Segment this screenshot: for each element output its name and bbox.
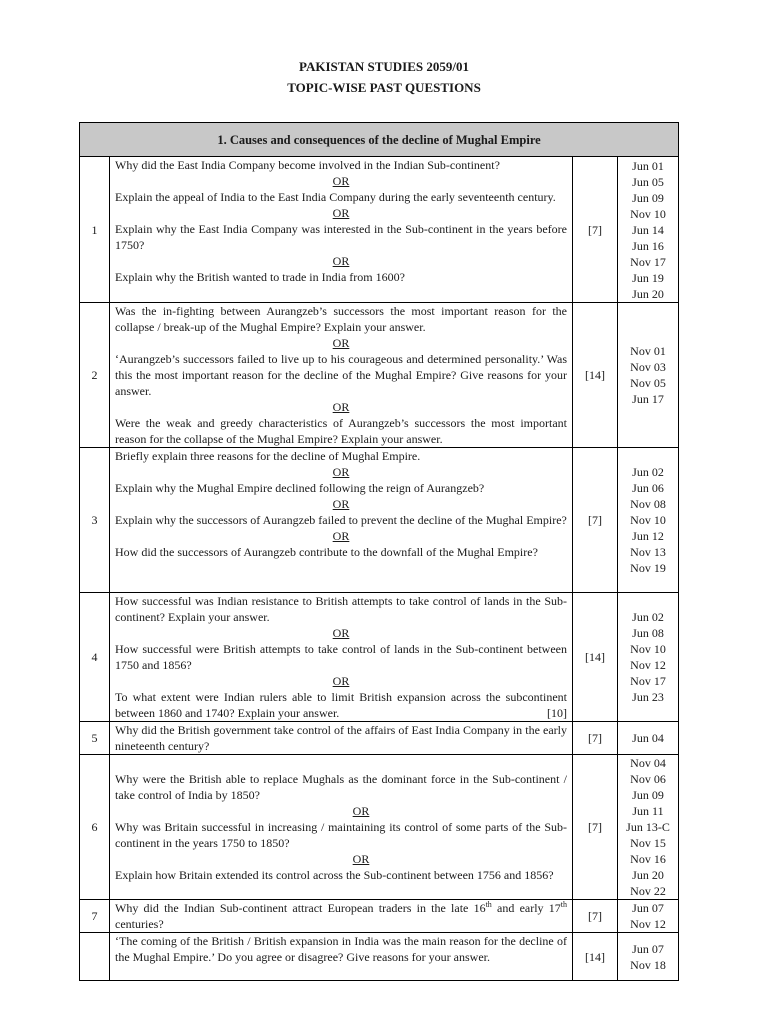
- question-number: 1: [80, 157, 110, 303]
- exam-date: Nov 10: [630, 206, 666, 221]
- exam-dates-cell: [618, 755, 679, 900]
- exam-date: Nov 17: [630, 674, 666, 688]
- exam-date: Jun 12: [632, 529, 664, 543]
- section-title: 1. Causes and consequences of the decline of Mughal Empire: [80, 123, 679, 157]
- exam-date: Jun 07: [632, 901, 664, 915]
- marks-cell: [14]: [573, 593, 618, 722]
- section-header-row: [80, 123, 679, 157]
- question-cell: [110, 303, 573, 448]
- exam-date: Jun 06: [632, 481, 664, 495]
- exam-date: Nov 17: [630, 254, 666, 269]
- exam-date: Nov 01: [630, 344, 666, 358]
- or-separator: OR: [332, 400, 350, 414]
- exam-date: Nov 12: [630, 658, 666, 672]
- exam-date: Jun 02: [632, 465, 664, 479]
- question-cell: [110, 157, 573, 303]
- or-separator: OR: [332, 206, 350, 220]
- question-cell: [110, 933, 573, 981]
- superscript: th: [485, 900, 492, 909]
- exam-date: Jun 01: [632, 158, 664, 173]
- exam-date: Jun 05: [632, 174, 664, 189]
- question-text: Explain how Britain extended its control across the Sub-continent between 1756 and 1856?: [115, 868, 554, 882]
- exam-dates-cell: [618, 303, 679, 448]
- question-text: Were the weak and greedy characteristics of Aurangzeb’s successors the most important reason for the collapse of the Mughal Empire? Explain your answer.: [115, 416, 567, 446]
- exam-dates-cell: [618, 448, 679, 593]
- or-separator: OR: [332, 465, 350, 479]
- exam-date: Jun 08: [632, 626, 664, 640]
- question-text: Why were the British able to replace Mughals as the dominant force in the Sub-continent / take control of India by 1850?: [115, 772, 567, 802]
- exam-date: Jun 17: [632, 392, 664, 406]
- exam-date: Jun 13-C: [626, 820, 670, 834]
- question-text: Why did the East India Company become involved in the Indian Sub-continent?: [115, 158, 500, 172]
- exam-date: Nov 06: [630, 772, 666, 786]
- or-separator: OR: [352, 852, 370, 866]
- exam-dates-cell: [618, 900, 679, 933]
- question-text-with-mark: [115, 689, 567, 721]
- exam-date: Jun 07: [632, 941, 664, 956]
- inline-marks: [10]: [547, 706, 567, 720]
- questions-table: [79, 122, 679, 981]
- table-row: [80, 303, 679, 448]
- exam-date: Jun 20: [632, 868, 664, 882]
- question-cell: [110, 593, 573, 722]
- marks-cell: [7]: [573, 755, 618, 900]
- exam-date: Jun 09: [632, 190, 664, 205]
- marks-cell: [14]: [573, 933, 618, 981]
- question-text: Why did the British government take control of the affairs of East India Company in the early nineteenth century?: [115, 723, 567, 753]
- exam-date: Jun 02: [632, 610, 664, 624]
- question-text: Explain why the East India Company was interested in the Sub-continent in the years before 1750?: [115, 222, 567, 252]
- exam-dates-cell: [618, 593, 679, 722]
- question-text-part: Why did the Indian Sub-continent attract European traders in the late 16: [115, 901, 486, 915]
- exam-date: Nov 22: [630, 884, 666, 898]
- question-cell: [110, 722, 573, 755]
- exam-date: Jun 11: [632, 804, 664, 818]
- exam-date: Jun 14: [632, 222, 664, 237]
- or-separator: OR: [332, 174, 350, 188]
- marks-cell: [7]: [573, 448, 618, 593]
- exam-date: Nov 19: [630, 561, 666, 575]
- exam-date: Jun 16: [632, 238, 664, 253]
- exam-date: Nov 10: [630, 642, 666, 656]
- question-number: 7: [80, 900, 110, 933]
- question-text: Why was Britain successful in increasing / maintaining its control of some parts of the Sub-continent in the years 1750 to 1850?: [115, 820, 567, 850]
- question-number: 3: [80, 448, 110, 593]
- question-text: How did the successors of Aurangzeb contribute to the downfall of the Mughal Empire?: [115, 545, 538, 559]
- exam-date: Nov 10: [630, 513, 666, 527]
- or-separator: OR: [332, 626, 350, 640]
- question-number: 4: [80, 593, 110, 722]
- exam-date: Jun 09: [632, 788, 664, 802]
- exam-date: Nov 16: [630, 852, 666, 866]
- exam-date: Nov 18: [630, 957, 666, 972]
- question-text: Briefly explain three reasons for the decline of Mughal Empire.: [115, 449, 421, 463]
- marks-cell: [7]: [573, 157, 618, 303]
- question-text-part: and early 17: [491, 901, 561, 915]
- exam-date: Nov 05: [630, 376, 666, 390]
- question-cell: [110, 900, 573, 933]
- question-number: [80, 933, 110, 981]
- exam-date: Jun 20: [632, 286, 664, 301]
- table-row: [80, 933, 679, 981]
- exam-dates-cell: [618, 933, 679, 981]
- question-text: ‘The coming of the British / British expansion in India was the main reason for the decline of the Mughal Empire.’ Do you agree or disagree? Give reasons for your answer.: [115, 934, 567, 964]
- or-separator: OR: [332, 336, 350, 350]
- question-number: 6: [80, 755, 110, 900]
- superscript: th: [560, 900, 567, 909]
- exam-date: Nov 15: [630, 836, 666, 850]
- exam-dates-cell: [618, 722, 679, 755]
- or-separator: OR: [332, 529, 350, 543]
- exam-date: Nov 12: [630, 917, 666, 931]
- question-text: How successful was Indian resistance to British attempts to take control of lands in the Sub-continent? Explain your answer.: [115, 594, 567, 624]
- table-row: [80, 593, 679, 722]
- exam-date: Nov 03: [630, 360, 666, 374]
- page-title: PAKISTAN STUDIES 2059/01: [299, 59, 469, 74]
- exam-date: Jun 04: [632, 731, 664, 745]
- question-cell: [110, 448, 573, 593]
- or-separator: OR: [352, 804, 370, 818]
- exam-date: Nov 13: [630, 545, 666, 559]
- question-text: To what extent were Indian rulers able to limit British expansion across the subcontinent between 1860 and 1740? Explain your answer.: [115, 690, 567, 720]
- question-number: 5: [80, 722, 110, 755]
- table-row: [80, 157, 679, 303]
- marks-cell: [7]: [573, 722, 618, 755]
- exam-date: Nov 04: [630, 756, 666, 770]
- question-text: Explain why the successors of Aurangzeb failed to prevent the decline of the Mughal Empire?: [115, 513, 567, 527]
- question-text: How successful were British attempts to take control of lands in the Sub-continent between 1750 and 1856?: [115, 642, 567, 672]
- table-row: [80, 448, 679, 593]
- question-number: 2: [80, 303, 110, 448]
- question-cell: [110, 755, 573, 900]
- question-text: Explain why the British wanted to trade in India from 1600?: [115, 270, 405, 284]
- question-text-part: centuries?: [115, 917, 164, 931]
- exam-date: Nov 08: [630, 497, 666, 511]
- or-separator: OR: [332, 254, 350, 268]
- question-text: [115, 900, 567, 932]
- exam-dates-cell: [618, 157, 679, 303]
- table-row: [80, 722, 679, 755]
- or-separator: OR: [332, 674, 350, 688]
- page-subtitle: TOPIC-WISE PAST QUESTIONS: [287, 80, 481, 95]
- or-separator: OR: [332, 497, 350, 511]
- exam-date: Jun 23: [632, 690, 664, 704]
- marks-cell: [14]: [573, 303, 618, 448]
- table-row: [80, 900, 679, 933]
- table-row: [80, 755, 679, 900]
- marks-cell: [7]: [573, 900, 618, 933]
- exam-date: Jun 19: [632, 270, 664, 285]
- question-text: ‘Aurangzeb’s successors failed to live up to his courageous and determined personality.’ Was this the most important reason for the decline of the Mughal Empire? Give reasons for your answer.: [115, 352, 567, 398]
- question-text: Was the in-fighting between Aurangzeb’s successors the most important reason for the collapse / break-up of the Mughal Empire? Explain your answer.: [115, 304, 567, 334]
- question-text: Explain why the Mughal Empire declined following the reign of Aurangzeb?: [115, 481, 485, 495]
- question-text: Explain the appeal of India to the East India Company during the early seventeenth century.: [115, 190, 556, 204]
